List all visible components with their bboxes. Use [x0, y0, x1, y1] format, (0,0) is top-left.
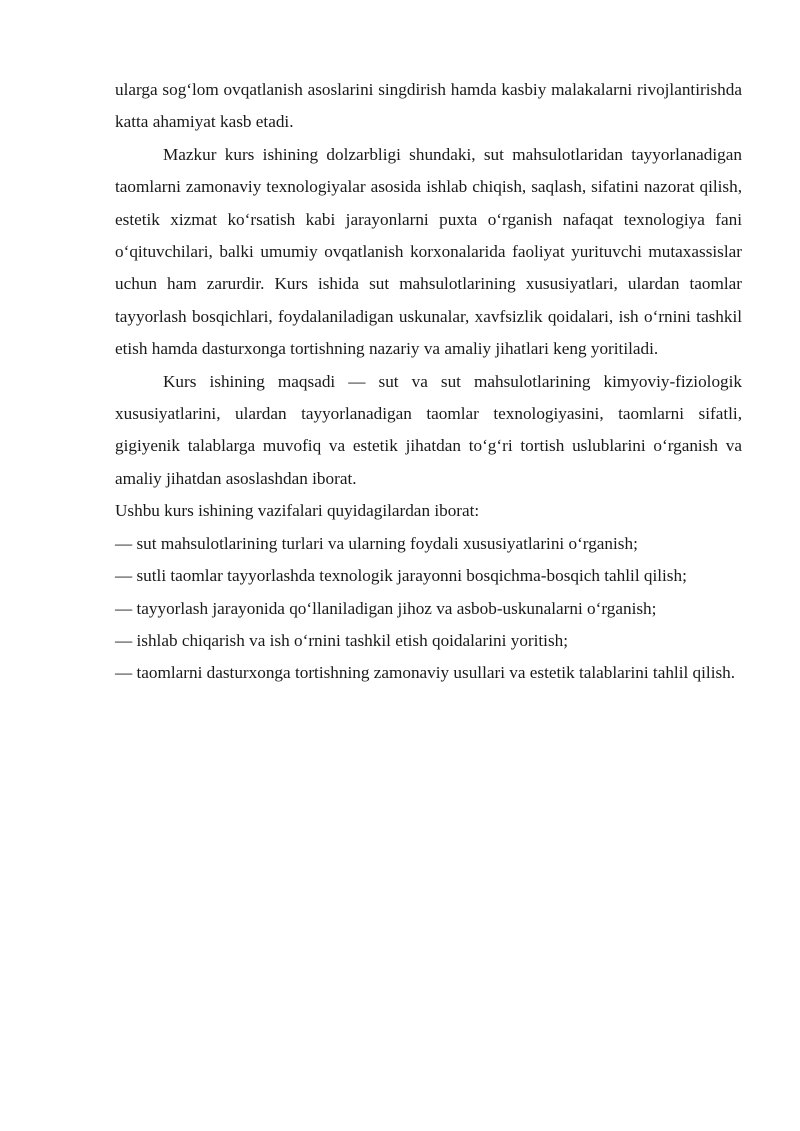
list-item: — sutli taomlar tayyorlashda texnologik jarayonni bosqichma-bosqich tahlil qilish; [115, 566, 687, 586]
paragraph-relevance: Mazkur kurs ishining dolzarbligi shundaki, sut mahsulotlaridan tayyorlanadigan taomlarni zamonaviy texnologiyalar asosida ishlab chiqish, saqlash, sifatini nazorat qilish, estetik xizmat ko‘rsatish kabi jarayonlarni puxta o‘rganish nafaqat texnologiya fani o‘qituvchilari, balki umumiy ovqatlanish korxonalarida faoliyat yurituvchi mutaxassislar uchun ham zarurdir. Kurs ishida sut mahsulotlarining xususiyatlari, ulardan taomlar tayyorlash bosqichlari, foydalaniladigan uskunalar, xavfsizlik qoidalari, ish o‘rnini tashkil etish hamda dasturxonga tortishning nazariy va amaliy jihatlari keng yoritiladi. [115, 144, 742, 359]
list-item: — ishlab chiqarish va ish o‘rnini tashkil etish qoidalarini yoritish; [115, 630, 569, 650]
document-body [115, 74, 742, 690]
list-item: — sut mahsulotlarining turlari va ularning foydali xususiyatlarini o‘rganish; [115, 533, 638, 553]
list-item: — tayyorlash jarayonida qo‘llaniladigan jihoz va asbob-uskunalarni o‘rganish; [115, 598, 657, 618]
paragraph-goal: Kurs ishining maqsadi — sut va sut mahsulotlarining kimyoviy-fiziologik xususiyatlarini, ulardan tayyorlanadigan taomlar texnologiyasini, taomlarni sifatli, gigiyenik talablarga muvofiq va estetik jihatdan to‘g‘ri tortish uslublarini o‘rganish va amaliy jihatdan asoslashdan iborat. [115, 371, 742, 488]
list-item: — taomlarni dasturxonga tortishning zamonaviy usullari va estetik talablarini tahlil qilish. [115, 663, 736, 683]
paragraph-tasks-intro: Ushbu kurs ishining vazifalari quyidagilardan iborat: [115, 501, 480, 521]
paragraph-continuation: ularga sog‘lom ovqatlanish asoslarini singdirish hamda kasbiy malakalarni rivojlantirishda katta ahamiyat kasb etadi. [115, 80, 742, 132]
